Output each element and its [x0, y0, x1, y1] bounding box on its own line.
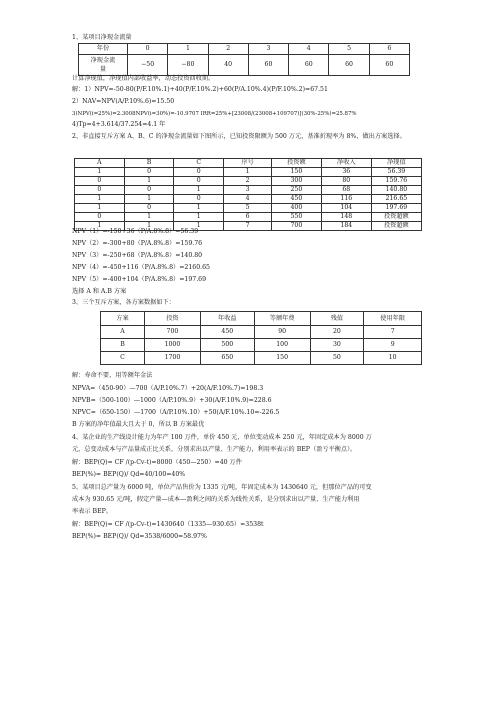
- cell: 700: [271, 222, 321, 231]
- cashflow-table: [78, 43, 410, 76]
- cell: 1: [224, 168, 272, 177]
- cell: 184: [321, 222, 371, 231]
- cell: 2: [224, 177, 272, 186]
- text-line: 5、某项目总产量为 6000 吨，单位产品售价为 1335 元/吨，年固定成本为 1430640 元，但那位产品的可变: [72, 484, 372, 491]
- header-cell: 方案: [101, 312, 145, 326]
- row-label-line: 量: [99, 66, 107, 73]
- cell: 0: [75, 186, 125, 195]
- header-cell: 5: [329, 44, 369, 55]
- cell: 1700: [144, 352, 200, 365]
- value-cell: −50: [127, 55, 167, 76]
- text-line: BEP(%)= BEP(Q)/ Qd=3538/6000=58.97%: [72, 533, 207, 540]
- cell: 1: [174, 213, 224, 222]
- text-line: 解：1）NPV=-50-80(P/F.10%.1)+40(P/F.10%.2)+60(P/A.10%.4)(P/F.10%.2)=67.51: [72, 86, 328, 93]
- text-line: NPV（1）=-150+36（P/A.8%.8）=56.39: [72, 228, 199, 235]
- text-line: 计算净现值，净现值内部收益率，动态投资回收期。: [72, 75, 215, 82]
- table-row: [75, 177, 422, 186]
- header-cell: 1: [168, 44, 208, 55]
- cell: 80: [321, 177, 371, 186]
- value-cell: 40: [208, 55, 248, 76]
- cell: 0: [174, 177, 224, 186]
- cell: 450: [271, 195, 321, 204]
- row-label-cell: [79, 55, 128, 76]
- cell: 1: [174, 222, 224, 231]
- section2-heading: 2、非直接互斥方案 A、B、C 的净现金流量如下图所示，已知投资限额为 500 万元，基准折现率为 8%，做出方案选择。: [72, 133, 406, 140]
- text-line: 3)NPV(i=25%)=2.3008NPV(i=30%)=-10.9707 IRR=25%+[23008/(23008+109707)](30%-25%)=25.87%: [72, 111, 357, 117]
- cell: 0: [75, 177, 125, 186]
- header-cell: 投资: [144, 312, 200, 326]
- cell: 250: [271, 186, 321, 195]
- text-line: NPV（3）=-250+68（P/A.8%.8）=140.80: [72, 252, 203, 259]
- cell: 300: [271, 177, 321, 186]
- header-cell: 投资额: [271, 159, 321, 168]
- cell: 700: [144, 326, 200, 339]
- cell: 10: [364, 352, 422, 365]
- header-cell: 2: [208, 44, 248, 55]
- text-line: 4、某企业的生产线设计能力为年产 100 万件，单价 450 元，单位变动成本 250 元，年固定成本为 8000 万: [72, 434, 372, 441]
- cell: 56.39: [371, 168, 421, 177]
- cell: 1: [124, 222, 174, 231]
- text-line: 4)Tp=4+3.614/37.254=4.1 年: [72, 121, 166, 128]
- text-line: 解：BEP(Q)= CF /(p-Cv-t)=8000（450—250）=40 万件: [72, 459, 242, 466]
- cell: 1: [124, 177, 174, 186]
- header-cell: 0: [127, 44, 167, 55]
- header-cell: 年份: [79, 44, 128, 55]
- cell: 140.80: [371, 186, 421, 195]
- cell: 450: [200, 326, 254, 339]
- cell: 197.69: [371, 204, 421, 213]
- text-line: 解：寿命不要，用等额年金法: [72, 372, 153, 379]
- header-cell: B: [124, 159, 174, 168]
- section3-heading: 3、三个互斥方案，各方案数据如下：: [72, 299, 175, 306]
- text-line: 成本为 930.65 元/吨，假定产量—成本—盈利之间的关系为线性关系，是分别求出以产量、生产能力利用: [72, 496, 360, 503]
- cell: C: [101, 352, 145, 365]
- cell: 7: [224, 222, 272, 231]
- table-row: [75, 195, 422, 204]
- text-line: 率表示 BEP。: [72, 508, 112, 515]
- cell: 投资超额: [371, 213, 421, 222]
- cell: 3: [224, 186, 272, 195]
- cell: 0: [124, 186, 174, 195]
- cell: 1000: [144, 339, 200, 352]
- cell: 7: [364, 326, 422, 339]
- header-cell: 6: [369, 44, 409, 55]
- cell: 5: [224, 204, 272, 213]
- text-line: 元，总变动成本与产品量成正比关系，分别求出以产量、生产能力，利用率表示的 BEP（盈亏平衡点）。: [72, 446, 357, 453]
- text-line: NPVA=（450-90）—700（A/P.10%.7）+20(A/F.10%.7)=198.3: [72, 385, 264, 392]
- table-header-row: [101, 312, 422, 326]
- cell: 0: [124, 204, 174, 213]
- cell: B: [101, 339, 145, 352]
- cell: 0: [124, 168, 174, 177]
- header-cell: A: [75, 159, 125, 168]
- header-cell: 3: [248, 44, 288, 55]
- text-line: NPVC=（650-150）—1700（A/P.10%.10）+50(A/F.10%.10=-226.5: [72, 409, 280, 416]
- cell: 1: [75, 195, 125, 204]
- table-row: [101, 352, 422, 365]
- cell: 4: [224, 195, 272, 204]
- cell: 500: [200, 339, 254, 352]
- cell: 100: [254, 339, 310, 352]
- header-cell: 序号: [224, 159, 272, 168]
- table-row: [101, 339, 422, 352]
- value-cell: −80: [168, 55, 208, 76]
- cell: 1: [75, 222, 125, 231]
- cell: 400: [271, 204, 321, 213]
- cell: 1: [124, 195, 174, 204]
- cell: A: [101, 326, 145, 339]
- value-cell: 60: [289, 55, 329, 76]
- value-cell: 60: [329, 55, 369, 76]
- header-cell: 年收益: [200, 312, 254, 326]
- cell: 1: [75, 204, 125, 213]
- cell: 50: [310, 352, 364, 365]
- header-cell: 4: [289, 44, 329, 55]
- cell: 1: [124, 213, 174, 222]
- text-line: BEP(%)= BEP(Q)/ Qd=40/100=40%: [72, 471, 186, 478]
- value-cell: 60: [248, 55, 288, 76]
- table-row: [101, 326, 422, 339]
- cell: 1: [174, 204, 224, 213]
- header-cell: 等额年费: [254, 312, 310, 326]
- table-header-row: [75, 159, 422, 168]
- table-row: [79, 55, 410, 76]
- header-cell: 使用年限: [364, 312, 422, 326]
- text-line: NPV（5）=-400+104（P/A.8%.8）=197.69: [72, 276, 207, 283]
- cell: 0: [174, 168, 224, 177]
- text-line: 解：BEP(Q)= CF /(p-Cv-t)=1430640（1335—930.65）=3538t: [72, 521, 264, 528]
- portfolio-table: [74, 158, 422, 231]
- table-row: [75, 186, 422, 195]
- cell: 投资超额: [371, 222, 421, 231]
- table-row: [75, 204, 422, 213]
- cell: 9: [364, 339, 422, 352]
- cell: 90: [254, 326, 310, 339]
- text-line: 2）NAV=NPV(A/P.10%.6)=15.50: [72, 98, 175, 105]
- cell: 159.76: [371, 177, 421, 186]
- cell: 0: [75, 213, 125, 222]
- value-cell: 60: [369, 55, 409, 76]
- cell: 150: [271, 168, 321, 177]
- header-cell: 净收入: [321, 159, 371, 168]
- section1-heading: 1、某项目净现金流量: [72, 34, 132, 41]
- cell: 650: [200, 352, 254, 365]
- header-cell: C: [174, 159, 224, 168]
- row-label-line: 净现金流: [90, 57, 116, 64]
- cell: 150: [254, 352, 310, 365]
- header-cell: 净现值: [371, 159, 421, 168]
- table-row: [75, 168, 422, 177]
- text-line: NPV（2）=-300+80（P/A.8%.8）=159.76: [72, 240, 203, 247]
- cell: 36: [321, 168, 371, 177]
- header-cell: 残值: [310, 312, 364, 326]
- cell: 68: [321, 186, 371, 195]
- cell: 148: [321, 213, 371, 222]
- table-row: [75, 213, 422, 222]
- text-line: B 方案的净年值最大且大于 0，所以 B 方案最优: [72, 421, 205, 428]
- table-header-row: [79, 44, 410, 55]
- cell: 216.65: [371, 195, 421, 204]
- cell: 1: [75, 168, 125, 177]
- cell: 6: [224, 213, 272, 222]
- text-line: NPVB=（500-100）—1000（A/P.10%.9）+30(A/F.10%.9)=228.6: [72, 397, 272, 404]
- alternatives-table: [100, 311, 422, 365]
- cell: 116: [321, 195, 371, 204]
- cell: 20: [310, 326, 364, 339]
- cell: 104: [321, 204, 371, 213]
- cell: 30: [310, 339, 364, 352]
- text-line: 选择 A 和 A.B 方案: [72, 288, 127, 295]
- cell: 550: [271, 213, 321, 222]
- cell: 0: [174, 195, 224, 204]
- cell: 1: [174, 186, 224, 195]
- text-line: NPV（4）=-450+116（P/A.8%.8）=2160.65: [72, 264, 210, 271]
